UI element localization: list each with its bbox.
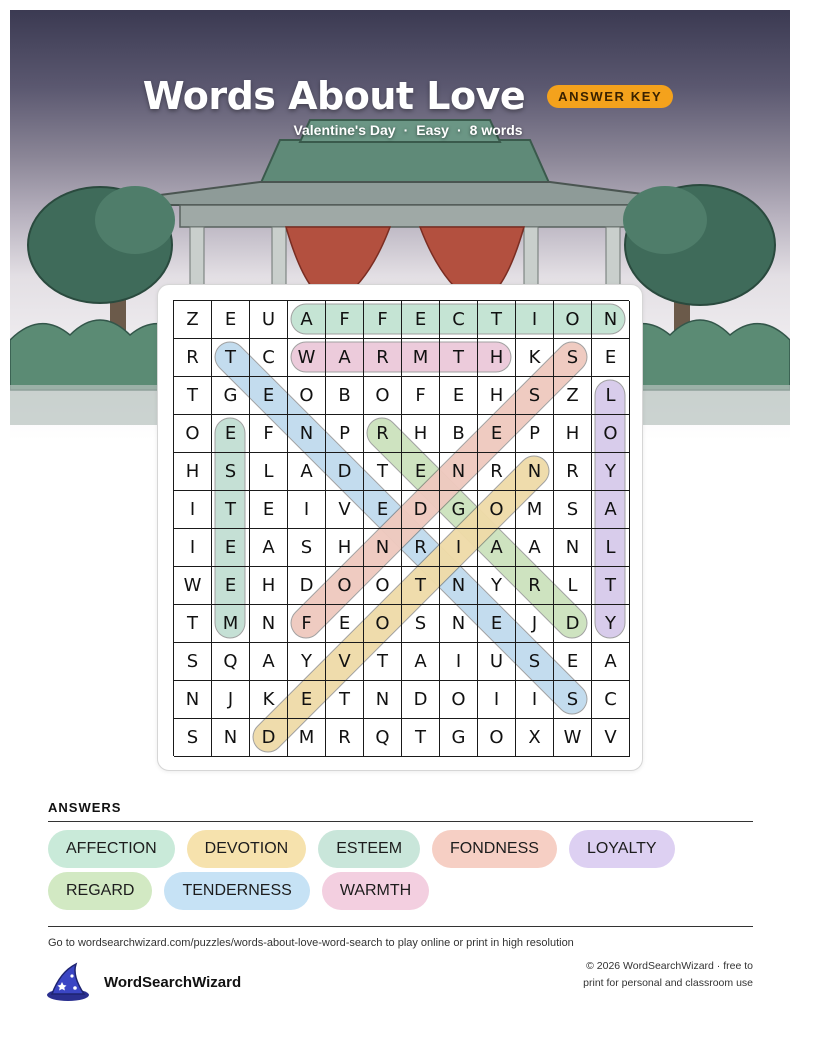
- grid-cell[interactable]: T: [174, 377, 212, 415]
- grid-cell[interactable]: D: [402, 681, 440, 719]
- grid-cell[interactable]: T: [478, 301, 516, 339]
- grid-cell[interactable]: P: [516, 415, 554, 453]
- grid-cell[interactable]: O: [288, 377, 326, 415]
- grid-cell[interactable]: R: [478, 453, 516, 491]
- grid-cell[interactable]: O: [364, 605, 402, 643]
- grid-cell[interactable]: Q: [364, 719, 402, 757]
- grid-cell[interactable]: Z: [174, 301, 212, 339]
- grid-cell[interactable]: E: [440, 377, 478, 415]
- grid-cell[interactable]: B: [440, 415, 478, 453]
- grid-cell[interactable]: W: [288, 339, 326, 377]
- grid-cell[interactable]: R: [174, 339, 212, 377]
- grid-cell[interactable]: O: [592, 415, 630, 453]
- grid-cell[interactable]: L: [592, 377, 630, 415]
- footer-note: Go to wordsearchwizard.com/puzzles/words-about-love-word-search to play online or print in high resolution: [48, 937, 574, 949]
- grid-cell[interactable]: T: [364, 643, 402, 681]
- grid-cell[interactable]: F: [288, 605, 326, 643]
- title-row: [0, 66, 816, 126]
- grid-cell[interactable]: V: [326, 643, 364, 681]
- grid-cell[interactable]: O: [478, 491, 516, 529]
- grid-cell[interactable]: G: [212, 377, 250, 415]
- grid-cell[interactable]: N: [250, 605, 288, 643]
- grid-cell[interactable]: H: [478, 377, 516, 415]
- grid-cell[interactable]: R: [402, 529, 440, 567]
- grid-cell[interactable]: S: [516, 643, 554, 681]
- letter-grid: [173, 300, 629, 756]
- grid-cell[interactable]: T: [212, 339, 250, 377]
- grid-cell[interactable]: M: [212, 605, 250, 643]
- grid-cell[interactable]: C: [592, 681, 630, 719]
- grid-cell[interactable]: N: [364, 681, 402, 719]
- grid-cell[interactable]: W: [554, 719, 592, 757]
- grid-cell[interactable]: I: [516, 301, 554, 339]
- grid-cell[interactable]: N: [174, 681, 212, 719]
- grid-cell[interactable]: F: [402, 377, 440, 415]
- puzzle-subtitle: [0, 122, 816, 138]
- grid-cell[interactable]: I: [440, 529, 478, 567]
- grid-cell[interactable]: V: [326, 491, 364, 529]
- page-title: Words About Love: [142, 74, 526, 118]
- grid-cell[interactable]: N: [440, 453, 478, 491]
- grid-cell[interactable]: I: [288, 491, 326, 529]
- grid-cell[interactable]: Y: [478, 567, 516, 605]
- grid-cell[interactable]: N: [516, 453, 554, 491]
- grid-cell[interactable]: E: [212, 529, 250, 567]
- grid-cell[interactable]: L: [592, 529, 630, 567]
- grid-cell[interactable]: E: [288, 681, 326, 719]
- grid-cell[interactable]: L: [554, 567, 592, 605]
- grid-cell[interactable]: R: [364, 415, 402, 453]
- grid-cell[interactable]: O: [364, 567, 402, 605]
- answer-pill-affection: AFFECTION: [48, 830, 175, 868]
- grid-cell[interactable]: T: [364, 453, 402, 491]
- grid-cell[interactable]: O: [364, 377, 402, 415]
- difficulty-label: Easy: [416, 122, 449, 138]
- grid-cell[interactable]: S: [516, 377, 554, 415]
- grid-cell[interactable]: A: [326, 339, 364, 377]
- grid-cell[interactable]: Z: [554, 377, 592, 415]
- grid-cell[interactable]: H: [478, 339, 516, 377]
- grid-cell[interactable]: S: [288, 529, 326, 567]
- word-count-label: 8 words: [469, 122, 523, 138]
- grid-cell[interactable]: M: [516, 491, 554, 529]
- grid-cell[interactable]: E: [402, 301, 440, 339]
- separator: ·: [403, 122, 409, 138]
- grid-cell[interactable]: K: [250, 681, 288, 719]
- grid-cell[interactable]: V: [592, 719, 630, 757]
- grid-cell[interactable]: T: [592, 567, 630, 605]
- grid-cell[interactable]: S: [554, 491, 592, 529]
- grid-cell[interactable]: N: [440, 605, 478, 643]
- answer-pill-devotion: DEVOTION: [187, 830, 307, 868]
- answer-pill-tenderness: TENDERNESS: [164, 872, 309, 910]
- grid-cell[interactable]: C: [250, 339, 288, 377]
- grid-cell[interactable]: A: [592, 491, 630, 529]
- grid-cell[interactable]: A: [250, 529, 288, 567]
- grid-cell[interactable]: G: [440, 491, 478, 529]
- grid-cell[interactable]: K: [516, 339, 554, 377]
- grid-cell[interactable]: R: [326, 719, 364, 757]
- grid-cell[interactable]: Y: [288, 643, 326, 681]
- grid-cell[interactable]: I: [478, 681, 516, 719]
- grid-cell[interactable]: D: [288, 567, 326, 605]
- grid-cell[interactable]: N: [212, 719, 250, 757]
- grid-cell[interactable]: E: [478, 605, 516, 643]
- grid-cell[interactable]: W: [174, 567, 212, 605]
- puzzle-card: [157, 284, 643, 771]
- grid-cell[interactable]: E: [592, 339, 630, 377]
- answer-pill-regard: REGARD: [48, 872, 152, 910]
- grid-cell[interactable]: T: [212, 491, 250, 529]
- grid-cell[interactable]: J: [516, 605, 554, 643]
- grid-cell[interactable]: S: [212, 453, 250, 491]
- grid-cell[interactable]: H: [402, 415, 440, 453]
- grid-cell[interactable]: M: [402, 339, 440, 377]
- answer-pill-fondness: FONDNESS: [432, 830, 557, 868]
- grid-cell[interactable]: U: [478, 643, 516, 681]
- grid-cell[interactable]: N: [364, 529, 402, 567]
- grid-cell[interactable]: T: [326, 681, 364, 719]
- grid-cell[interactable]: X: [516, 719, 554, 757]
- divider: [48, 821, 753, 822]
- grid-cell[interactable]: O: [478, 719, 516, 757]
- grid-cell[interactable]: R: [364, 339, 402, 377]
- grid-cell[interactable]: H: [326, 529, 364, 567]
- grid-cell[interactable]: O: [554, 301, 592, 339]
- answers-list: [48, 830, 768, 910]
- brand-name: WordSearchWizard: [104, 973, 242, 991]
- grid-cell[interactable]: N: [592, 301, 630, 339]
- grid-cell[interactable]: E: [250, 491, 288, 529]
- grid-cell[interactable]: T: [402, 567, 440, 605]
- grid-cell[interactable]: E: [212, 415, 250, 453]
- grid-cell[interactable]: P: [326, 415, 364, 453]
- grid-cell[interactable]: A: [250, 643, 288, 681]
- grid-cell[interactable]: A: [592, 643, 630, 681]
- grid-cell[interactable]: E: [212, 301, 250, 339]
- grid-cell[interactable]: A: [288, 301, 326, 339]
- grid-cell[interactable]: Y: [592, 453, 630, 491]
- grid-cell[interactable]: S: [554, 339, 592, 377]
- grid-cell[interactable]: A: [402, 643, 440, 681]
- grid-cell[interactable]: A: [288, 453, 326, 491]
- grid-cell[interactable]: G: [440, 719, 478, 757]
- answer-key-badge: ANSWER KEY: [547, 85, 673, 108]
- grid-cell[interactable]: U: [250, 301, 288, 339]
- grid-cell[interactable]: E: [402, 453, 440, 491]
- grid-cell[interactable]: F: [250, 415, 288, 453]
- grid-cell[interactable]: N: [288, 415, 326, 453]
- grid-cell[interactable]: S: [174, 719, 212, 757]
- separator: ·: [456, 122, 462, 138]
- grid-cell[interactable]: E: [212, 567, 250, 605]
- grid-cell[interactable]: F: [326, 301, 364, 339]
- grid-cell[interactable]: E: [250, 377, 288, 415]
- grid-cell[interactable]: E: [554, 643, 592, 681]
- grid-cell[interactable]: O: [440, 681, 478, 719]
- grid-cell[interactable]: D: [402, 491, 440, 529]
- grid-cell[interactable]: E: [478, 415, 516, 453]
- grid-cell[interactable]: F: [364, 301, 402, 339]
- theme-label: Valentine's Day: [293, 122, 396, 138]
- answers-heading: ANSWERS: [48, 800, 122, 815]
- grid-cell[interactable]: E: [364, 491, 402, 529]
- brand[interactable]: [46, 962, 241, 1002]
- grid-cell[interactable]: O: [326, 567, 364, 605]
- grid-cell[interactable]: T: [440, 339, 478, 377]
- grid-cell[interactable]: Y: [592, 605, 630, 643]
- grid-cell[interactable]: T: [402, 719, 440, 757]
- grid-cell[interactable]: I: [174, 529, 212, 567]
- grid-cell[interactable]: D: [554, 605, 592, 643]
- divider: [48, 926, 753, 927]
- answer-pill-esteem: ESTEEM: [318, 830, 420, 868]
- grid-cell[interactable]: D: [250, 719, 288, 757]
- grid-cell[interactable]: S: [174, 643, 212, 681]
- grid-cell[interactable]: H: [554, 415, 592, 453]
- grid-cell[interactable]: T: [174, 605, 212, 643]
- grid-cell[interactable]: I: [440, 643, 478, 681]
- grid-cell[interactable]: A: [478, 529, 516, 567]
- grid-cell[interactable]: A: [516, 529, 554, 567]
- grid-cell[interactable]: M: [288, 719, 326, 757]
- wizard-hat-icon: [46, 962, 90, 1002]
- grid-cell[interactable]: B: [326, 377, 364, 415]
- grid-cell[interactable]: I: [516, 681, 554, 719]
- grid-cell[interactable]: H: [174, 453, 212, 491]
- grid-cell[interactable]: J: [212, 681, 250, 719]
- answer-pill-loyalty: LOYALTY: [569, 830, 675, 868]
- grid-cell[interactable]: E: [326, 605, 364, 643]
- grid-cell[interactable]: N: [440, 567, 478, 605]
- grid-cell[interactable]: O: [174, 415, 212, 453]
- grid-cell[interactable]: C: [440, 301, 478, 339]
- grid-cell[interactable]: I: [174, 491, 212, 529]
- copyright-notice: © 2026 WordSearchWizard · free to print for personal and classroom use: [583, 960, 753, 989]
- grid-cell[interactable]: S: [554, 681, 592, 719]
- grid-cell[interactable]: Q: [212, 643, 250, 681]
- grid-cell[interactable]: S: [402, 605, 440, 643]
- answer-pill-warmth: WARMTH: [322, 872, 429, 910]
- grid-cell[interactable]: N: [554, 529, 592, 567]
- grid-cell[interactable]: L: [250, 453, 288, 491]
- grid-cell[interactable]: D: [326, 453, 364, 491]
- grid-cell[interactable]: R: [554, 453, 592, 491]
- grid-cell[interactable]: R: [516, 567, 554, 605]
- grid-cell[interactable]: H: [250, 567, 288, 605]
